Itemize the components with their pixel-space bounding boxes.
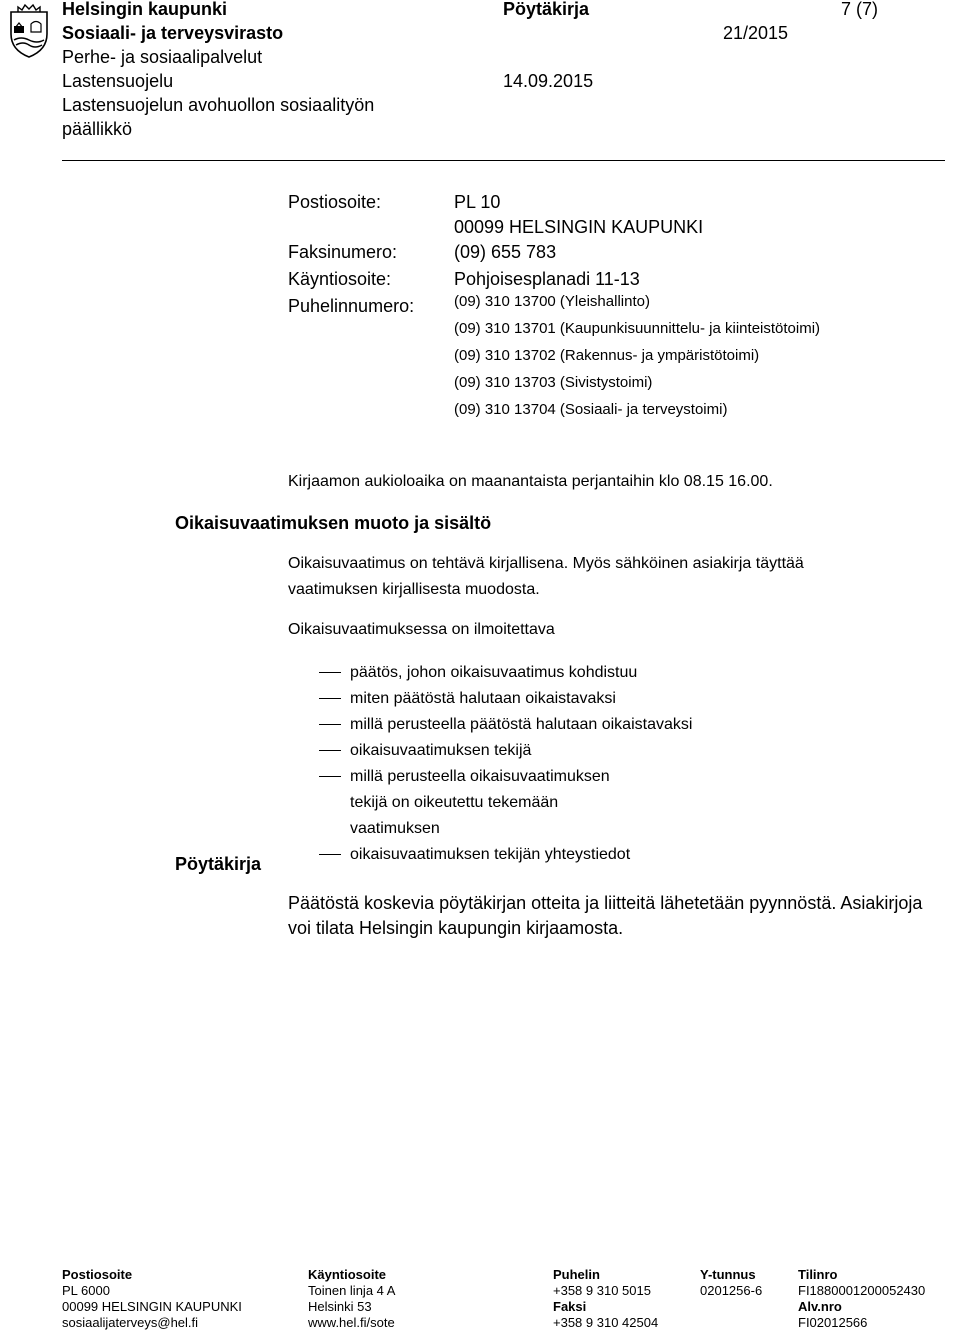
- form-requirement-paragraph: Oikaisuvaatimus on tehtävä kirjallisena. Myös sähköinen asiakirja täyttää vaatimuksen kirjallisesta muodosta.: [288, 555, 804, 598]
- footer-business-id-column: Y-tunnus 0201256-6: [700, 1267, 763, 1298]
- document-type: Pöytäkirja: [503, 0, 590, 19]
- footer-visiting-column: Käyntiosoite Toinen linja 4 A Helsinki 53 www.hel.fi/sote: [308, 1267, 396, 1330]
- page-number: 7 (7): [841, 0, 879, 19]
- dash-bullet: [319, 724, 341, 725]
- section-heading-minutes: Pöytäkirja: [175, 854, 262, 874]
- postal-address-line2: 00099 HELSINGIN KAUPUNKI: [454, 217, 704, 237]
- city-name: Helsingin kaupunki: [62, 0, 228, 19]
- phone-number: (09) 310 13704 (Sosiaali- ja terveystoimi): [454, 401, 728, 418]
- list-item: miten päätöstä halutaan oikaistavaksi: [288, 686, 888, 712]
- footer-account-column: Tilinro FI1880001200052430 Alv.nro FI02012566: [798, 1267, 926, 1330]
- visiting-address: Pohjoisesplanadi 11-13: [454, 269, 640, 289]
- dash-bullet: [319, 854, 341, 855]
- phone-number: (09) 310 13701 (Kaupunkisuunnittelu- ja kiinteistötoimi): [454, 320, 821, 337]
- dash-bullet: [319, 698, 341, 699]
- fax-number: (09) 655 783: [454, 242, 557, 262]
- role-title-line2: päällikkö: [62, 119, 133, 139]
- minutes-paragraph: Päätöstä koskevia pöytäkirjan otteita ja liitteitä lähetetään pyynnöstä. Asiakirjoja voi tilata Helsingin kaupungin kirjaamosta.: [288, 893, 923, 938]
- list-item: millä perusteella päätöstä halutaan oikaistavaksi: [288, 712, 888, 738]
- visiting-address-label: Käyntiosoite:: [288, 269, 392, 289]
- footer-postal-column: Postiosoite PL 6000 00099 HELSINGIN KAUPUNKI sosiaalijaterveys@hel.fi: [62, 1267, 242, 1330]
- unit-name: Lastensuojelu: [62, 71, 174, 91]
- phone-number: (09) 310 13702 (Rakennus- ja ympäristötoimi): [454, 347, 760, 364]
- contents-intro: Oikaisuvaatimuksessa on ilmoitettava: [288, 621, 555, 638]
- division-name: Perhe- ja sosiaalipalvelut: [62, 47, 263, 67]
- list-item: millä perusteella oikaisuvaatimuksen tekijä on oikeutettu tekemään vaatimuksen: [288, 764, 610, 842]
- footer-phone-column: Puhelin +358 9 310 5015 Faksi +358 9 310 42504: [553, 1267, 659, 1330]
- footer-website[interactable]: www.hel.fi/sote: [308, 1315, 395, 1330]
- office-hours: Kirjaamon aukioloaika on maanantaista perjantaihin klo 08.15 16.00.: [288, 473, 773, 490]
- section-heading-form: Oikaisuvaatimuksen muoto ja sisältö: [175, 513, 492, 533]
- postal-address-label: Postiosoite:: [288, 192, 382, 212]
- phone-label: Puhelinnumero:: [288, 296, 415, 316]
- list-item: oikaisuvaatimuksen tekijä: [288, 738, 888, 764]
- document-date: 14.09.2015: [503, 71, 594, 91]
- phone-number: (09) 310 13700 (Yleishallinto): [454, 293, 650, 310]
- contents-list: [288, 660, 888, 868]
- list-item: oikaisuvaatimuksen tekijän yhteystiedot: [288, 842, 888, 868]
- phone-number: (09) 310 13703 (Sivistystoimi): [454, 374, 653, 391]
- footer-email[interactable]: sosiaalijaterveys@hel.fi: [62, 1315, 199, 1330]
- postal-address-line1: PL 10: [454, 192, 501, 212]
- helsinki-coat-of-arms-icon: [3, 2, 55, 60]
- dash-bullet: [319, 750, 341, 751]
- dash-bullet: [319, 672, 341, 673]
- document-number: 21/2015: [723, 23, 789, 43]
- fax-label: Faksinumero:: [288, 242, 398, 262]
- department-name: Sosiaali- ja terveysvirasto: [62, 23, 284, 43]
- role-title-line1: Lastensuojelun avohuollon sosiaalityön: [62, 95, 375, 115]
- dash-bullet: [319, 776, 341, 777]
- header-divider: [62, 160, 945, 161]
- list-item: päätös, johon oikaisuvaatimus kohdistuu: [288, 660, 888, 686]
